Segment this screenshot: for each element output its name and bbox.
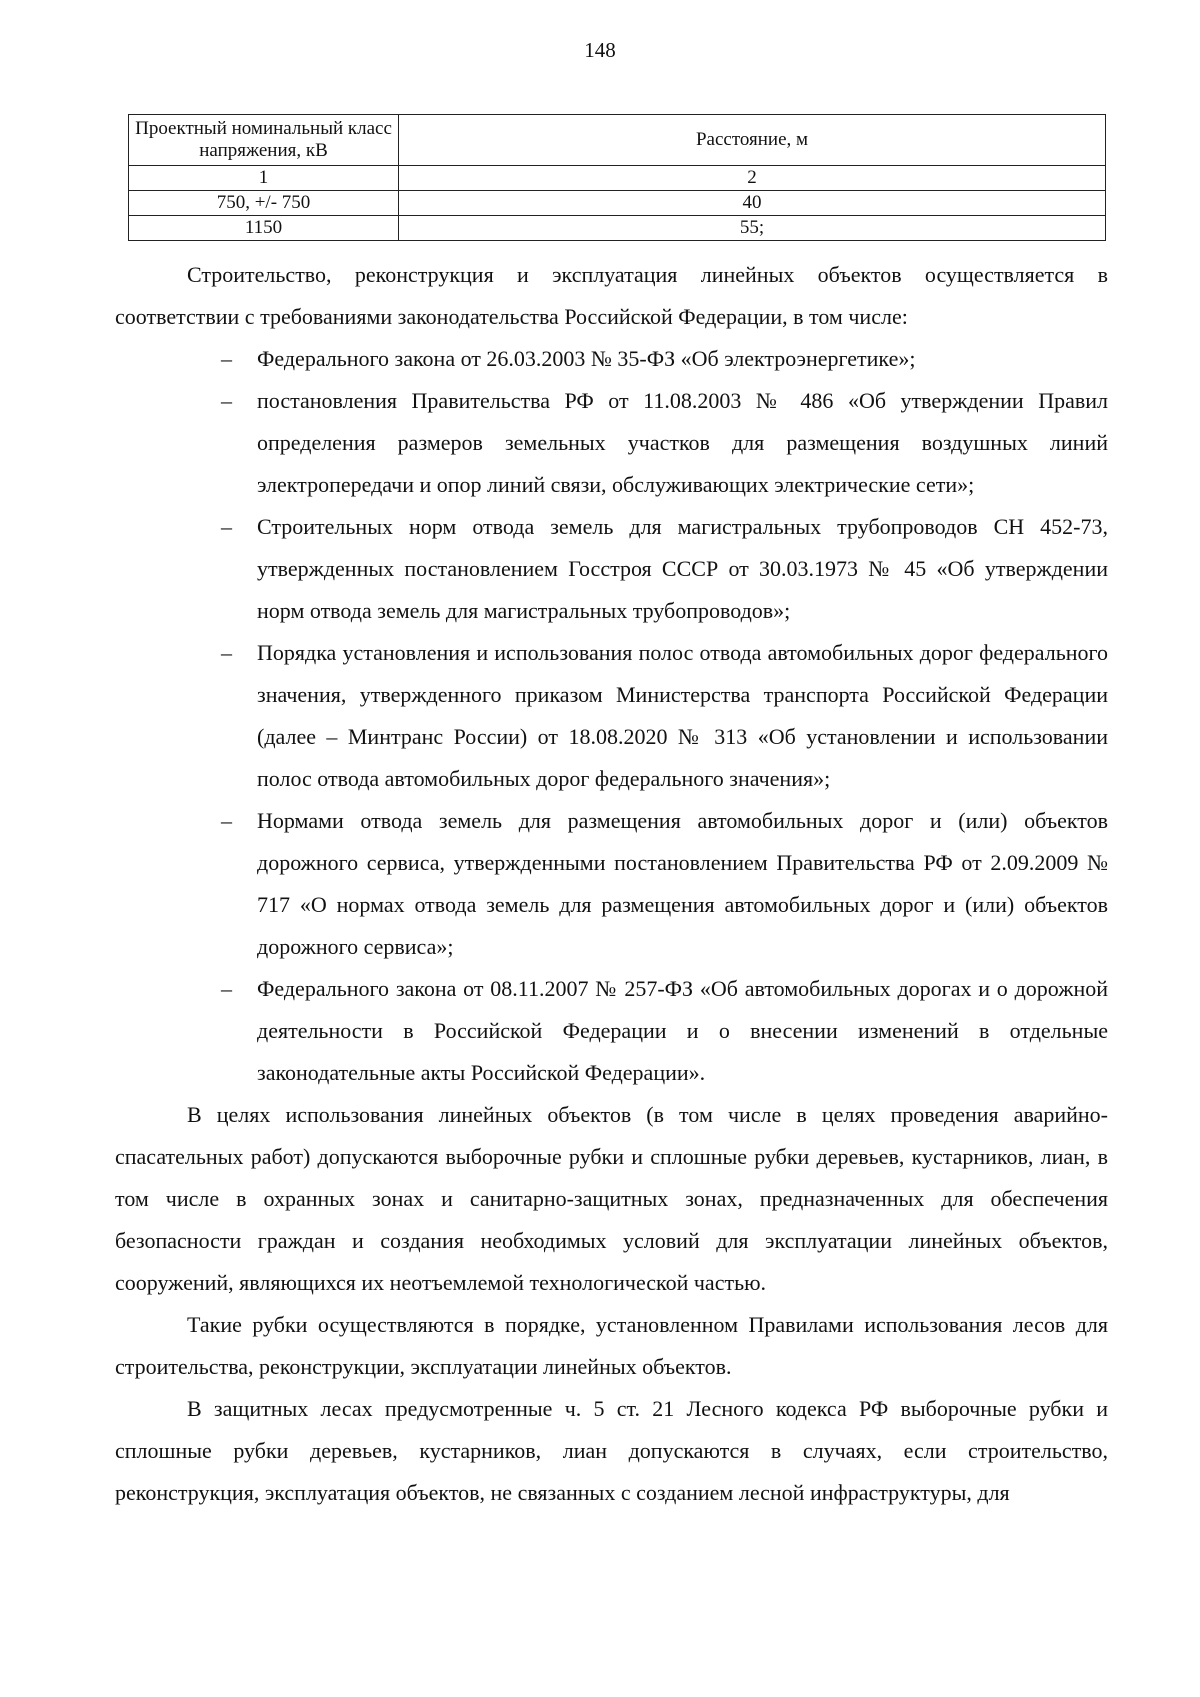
intro-paragraph: Строительство, реконструкция и эксплуатация линейных объектов осуществляется в соответствии с требованиями законодательства Российской Федерации, в том числе: [115,262,1108,329]
legal-acts-list [115,338,1108,1094]
list-dash: – [221,388,232,413]
header-voltage-class: Проектный номинальный класс напряжения, кВ [129,115,399,166]
list-item-text: Порядка установления и использования полос отвода автомобильных дорог федерального значения, утвержденного приказом Министерства транспорта Российской Федерации (далее – Минтранс России) от 18.08.2020 № 313 «Об установлении и использовании полос отвода автомобильных дорог федерального значения»; [257,640,1108,791]
table-column-numbers-row [129,166,1106,191]
list-item-text: Строительных норм отвода земель для магистральных трубопроводов СН 452-73, утвержденных постановлением Госстроя СССР от 30.03.1973 № 45 «Об утверждении норм отвода земель для магистральных трубопроводов»; [257,514,1108,623]
voltage-distance-table [128,114,1106,241]
list-item [115,632,1108,800]
body-paragraph: Такие рубки осуществляются в порядке, установленном Правилами использования лесов для строительства, реконструкции, эксплуатации линейных объектов. [115,1312,1108,1379]
list-dash: – [221,514,232,539]
table-header-row [129,115,1106,166]
list-item [115,380,1108,506]
body-paragraph: В целях использования линейных объектов (в том числе в целях проведения аварийно-спасательных работ) допускаются выборочные рубки и сплошные рубки деревьев, кустарников, лиан, в том числе в охранных зонах и санитарно-защитных зонах, предназначенных для обеспечения безопасности граждан и создания необходимых условий для эксплуатации линейных объектов, сооружений, являющихся их неотъемлемой технологической частью. [115,1102,1108,1295]
header-distance: Расстояние, м [399,115,1106,166]
list-dash: – [221,976,232,1001]
list-item-text: Федерального закона от 26.03.2003 № 35-ФЗ «Об электроэнергетике»; [257,346,916,371]
list-item-text: Нормами отвода земель для размещения автомобильных дорог и (или) объектов дорожного сервиса, утвержденными постановлением Правительства РФ от 2.09.2009 № 717 «О нормах отвода земель для размещения автомобильных дорог и (или) объектов дорожного сервиса»; [257,808,1108,959]
table-cell-distance: 40 [399,191,1106,216]
table-row [129,191,1106,216]
list-dash: – [221,808,232,833]
table-row [129,216,1106,241]
column-number: 2 [399,166,1106,191]
document-body [115,254,1108,1514]
list-item [115,968,1108,1094]
list-item-text: постановления Правительства РФ от 11.08.2003 № 486 «Об утверждении Правил определения размеров земельных участков для размещения воздушных линий электропередачи и опор линий связи, обслуживающих электрические сети»; [257,388,1108,497]
list-item [115,800,1108,968]
column-number: 1 [129,166,399,191]
table-cell-distance: 55; [399,216,1106,241]
body-paragraph: В защитных лесах предусмотренные ч. 5 ст. 21 Лесного кодекса РФ выборочные рубки и сплошные рубки деревьев, кустарников, лиан допускаются в случаях, если строительство, реконструкция, эксплуатация объектов, не связанных с созданием лесной инфраструктуры, для [115,1396,1108,1505]
list-item [115,338,1108,380]
table-cell-voltage: 1150 [129,216,399,241]
list-item-text: Федерального закона от 08.11.2007 № 257-ФЗ «Об автомобильных дорогах и о дорожной деятельности в Российской Федерации и о внесении изменений в отдельные законодательные акты Российской Федерации». [257,976,1108,1085]
list-dash: – [221,640,232,665]
page-number: 148 [584,38,616,62]
list-dash: – [221,346,232,371]
list-item [115,506,1108,632]
table-cell-voltage: 750, +/- 750 [129,191,399,216]
